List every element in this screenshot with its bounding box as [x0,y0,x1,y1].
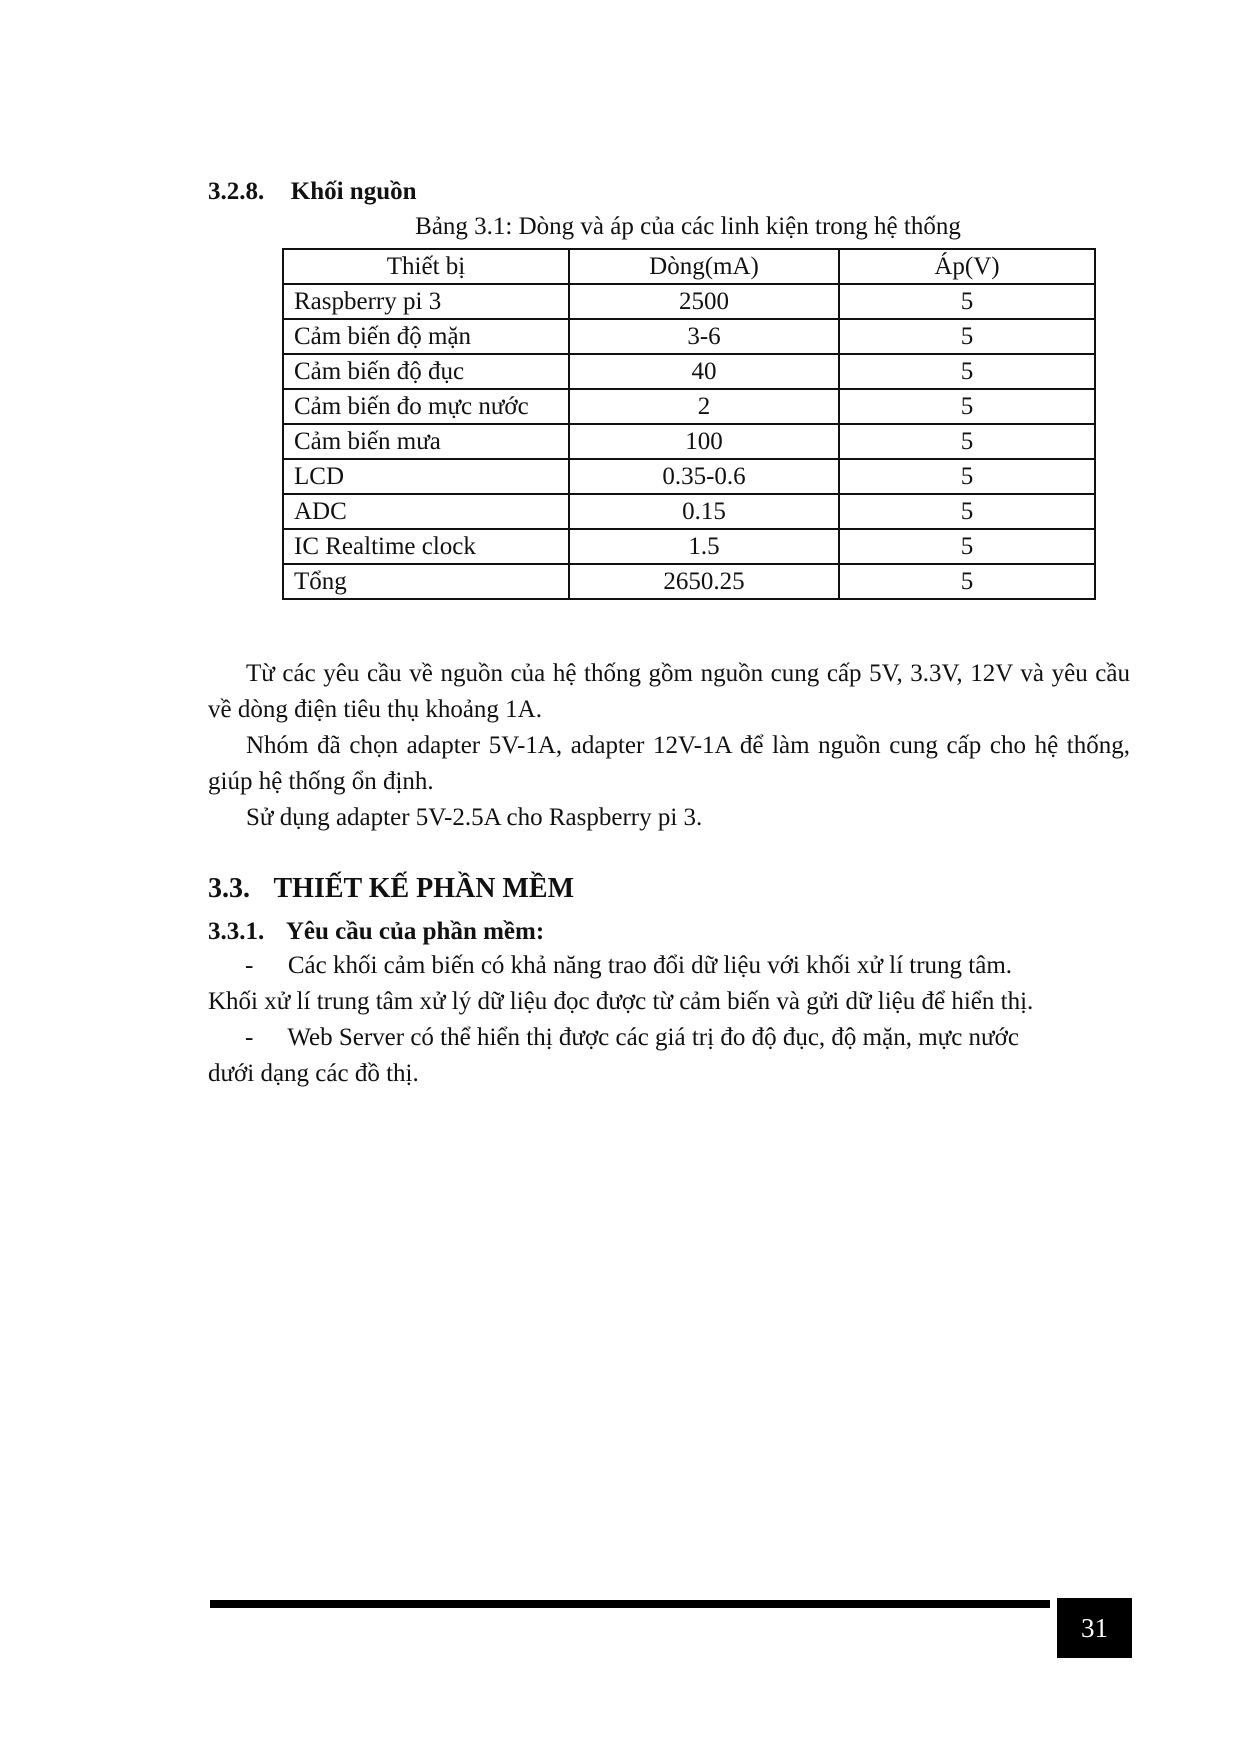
cell-current: 0.35-0.6 [569,459,839,494]
requirement-text: Các khối cảm biến có khả năng trao đổi dữ liệu với khối xử lí trung tâm. [287,952,1013,979]
cell-device: Cảm biến độ mặn [283,319,569,354]
requirement-continuation: Khối xử lí trung tâm xử lý dữ liệu đọc được từ cảm biến và gửi dữ liệu để hiển thị. [208,988,1034,1015]
cell-device: Cảm biến độ đục [283,354,569,389]
table-row [283,284,1095,319]
cell-voltage: 5 [839,529,1095,564]
section-heading-3-3-1 [208,918,544,946]
cell-device: IC Realtime clock [283,529,569,564]
table-row [283,529,1095,564]
cell-current: 2500 [569,284,839,319]
cell-voltage: 5 [839,459,1095,494]
cell-voltage: 5 [839,494,1095,529]
paragraph-adapter-choice: Nhóm đã chọn adapter 5V-1A, adapter 12V-1A để làm nguồn cung cấp cho hệ thống, giúp hệ thống ổn định. [208,732,1130,795]
cell-current: 1.5 [569,529,839,564]
cell-current: 2 [569,389,839,424]
section-title: THIẾT KẾ PHẦN MỀM [273,873,575,904]
section-title: Khối nguồn [290,178,417,205]
requirement-item [245,952,1012,980]
power-table [282,248,1096,600]
requirement-item [245,1024,1019,1052]
table-caption: Bảng 3.1: Dòng và áp của các linh kiện trong hệ thống [415,213,961,240]
table-row [283,319,1095,354]
paragraph-power-requirements: Từ các yêu cầu về nguồn của hệ thống gồm nguồn cung cấp 5V, 3.3V, 12V và yêu cầu về dòng điện tiêu thụ khoảng 1A. [208,660,1130,723]
cell-current: 40 [569,354,839,389]
paragraph-raspberry-adapter: Sử dụng adapter 5V-2.5A cho Raspberry pi 3. [246,804,703,831]
header-voltage: Áp(V) [839,249,1095,284]
cell-current: 100 [569,424,839,459]
cell-voltage: 5 [839,564,1095,599]
list-dash: - [245,952,254,979]
cell-current: 3-6 [569,319,839,354]
section-heading-3-3 [208,873,574,905]
table-row [283,459,1095,494]
cell-voltage: 5 [839,389,1095,424]
header-device: Thiết bị [283,249,569,284]
table-row-total [283,564,1095,599]
cell-voltage: 5 [839,424,1095,459]
cell-current: 0.15 [569,494,839,529]
cell-current: 2650.25 [569,564,839,599]
cell-device: Raspberry pi 3 [283,284,569,319]
table-row [283,424,1095,459]
requirement-continuation: dưới dạng các đồ thị. [208,1060,419,1087]
table-row [283,494,1095,529]
list-dash: - [245,1024,254,1051]
cell-voltage: 5 [839,354,1095,389]
cell-device: LCD [283,459,569,494]
cell-device: Cảm biến đo mực nước [283,389,569,424]
requirement-text: Web Server có thể hiển thị được các giá trị đo độ đục, độ mặn, mực nước [287,1024,1019,1051]
section-title: Yêu cầu của phần mềm: [285,918,545,945]
section-number: 3.3.1. [208,918,265,945]
section-heading-3-2-8 [208,178,417,206]
table-header-row [283,249,1095,284]
section-number: 3.2.8. [208,178,265,205]
header-current: Dòng(mA) [569,249,839,284]
footer-rule [210,1600,1050,1608]
cell-device: Tổng [283,564,569,599]
cell-device: ADC [283,494,569,529]
table-row [283,389,1095,424]
page-number: 31 [1057,1598,1132,1658]
cell-device: Cảm biến mưa [283,424,569,459]
table-row [283,354,1095,389]
cell-voltage: 5 [839,284,1095,319]
cell-voltage: 5 [839,319,1095,354]
section-number: 3.3. [208,873,250,904]
